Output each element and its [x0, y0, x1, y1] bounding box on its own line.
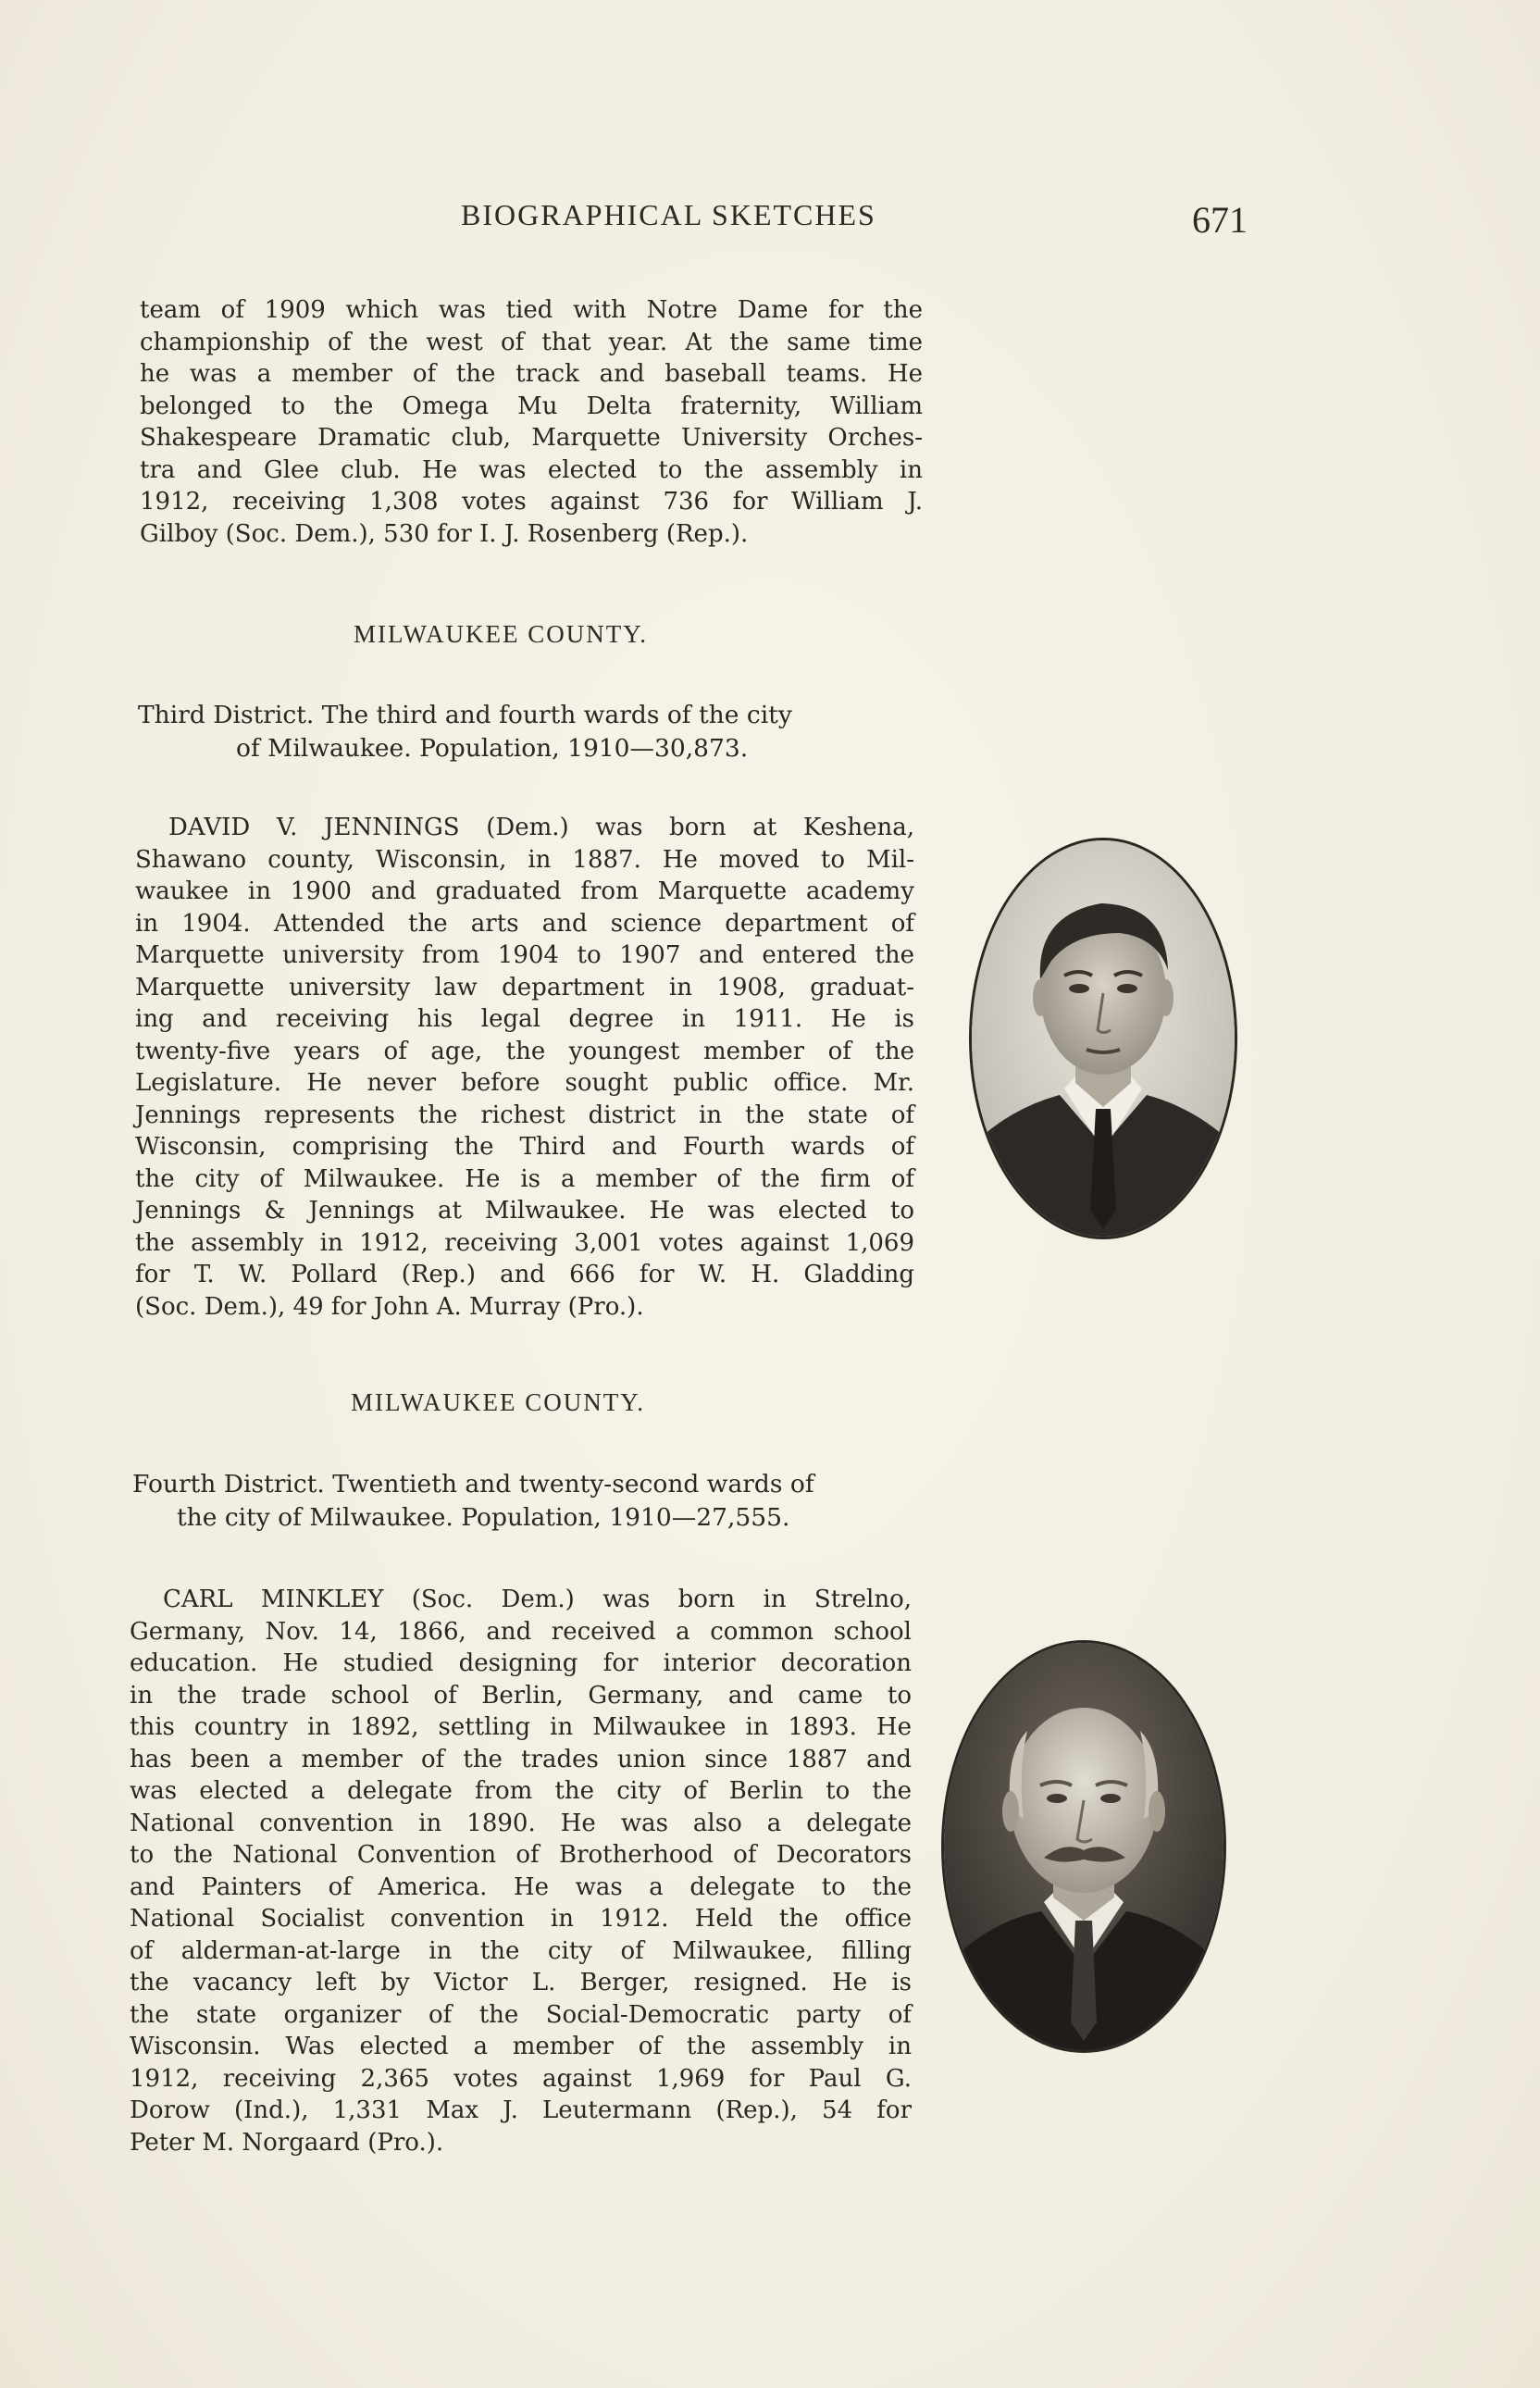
district-line: the city of Milwaukee. Population, 1910—27,555.	[177, 1503, 790, 1532]
text-line: the city of Milwaukee. He is a member of the firm of	[135, 1164, 914, 1193]
county-heading: MILWAUKEE COUNTY.	[354, 620, 648, 648]
text-line: waukee in 1900 and graduated from Marquette academy	[135, 877, 914, 905]
text-line: Shakespeare Dramatic club, Marquette University Orches-	[140, 424, 923, 452]
district-description	[138, 699, 925, 765]
text-line: Shawano county, Wisconsin, in 1887. He moved to Mil-	[135, 845, 914, 874]
biography-minkley	[130, 1584, 912, 2158]
text-line: 1912, receiving 1,308 votes against 736 for William J.	[140, 488, 923, 516]
text-line: team of 1909 which was tied with Notre Dame for the	[140, 296, 923, 324]
text-line: for T. W. Pollard (Rep.) and 666 for W. H. Gladding	[135, 1261, 914, 1288]
portrait-photo-minkley	[941, 1640, 1226, 2053]
text-line: the vacancy left by Victor L. Berger, resigned. He is	[130, 1969, 912, 1996]
county-heading: MILWAUKEE COUNTY.	[351, 1388, 645, 1416]
text-line: DAVID V. JENNINGS (Dem.) was born at Keshena,	[168, 814, 914, 841]
text-line: in 1904. Attended the arts and science department of	[135, 909, 914, 938]
running-head: BIOGRAPHICAL SKETCHES	[461, 198, 876, 231]
text-line: National convention in 1890. He was also a delegate	[130, 1809, 912, 1837]
text-line: Germany, Nov. 14, 1866, and received a common school	[130, 1617, 912, 1646]
text-line: twenty-five years of age, the youngest member of the	[135, 1037, 914, 1065]
district-line: of Milwaukee. Population, 1910—30,873.	[236, 734, 749, 763]
text-line: Gilboy (Soc. Dem.), 530 for I. J. Rosenberg (Rep.).	[140, 519, 749, 548]
page-number: 671	[1192, 199, 1248, 241]
district-line: Third District. The third and fourth wards of the city	[138, 701, 792, 729]
text-line: Jennings & Jennings at Milwaukee. He was elected to	[135, 1197, 914, 1225]
biography-jennings	[135, 812, 914, 1323]
text-line: was elected a delegate from the city of Berlin to the	[130, 1777, 912, 1805]
text-line: and Painters of America. He was a delegate to the	[130, 1872, 912, 1901]
text-line: this country in 1892, settling in Milwaukee in 1893. He	[130, 1713, 912, 1741]
text-line: education. He studied designing for interior decoration	[130, 1649, 912, 1677]
text-line: to the National Convention of Brotherhood of Decorators	[130, 1841, 912, 1869]
text-line: the assembly in 1912, receiving 3,001 votes against 1,069	[135, 1228, 914, 1257]
text-line: Marquette university from 1904 to 1907 and entered the	[135, 941, 914, 969]
portrait-photo-jennings	[969, 838, 1237, 1239]
text-line: in the trade school of Berlin, Germany, and came to	[130, 1681, 912, 1710]
text-line: tra and Glee club. He was elected to the assembly in	[140, 455, 923, 484]
text-line: Dorow (Ind.), 1,331 Max J. Leutermann (Rep.), 54 for	[130, 2096, 912, 2124]
text-line: National Socialist convention in 1912. Held the office	[130, 1905, 912, 1933]
text-line: Jennings represents the richest district in the state of	[135, 1101, 914, 1129]
text-line: Legislature. He never before sought public office. Mr.	[135, 1069, 914, 1097]
text-line: belonged to the Omega Mu Delta fraternity, William	[140, 392, 923, 420]
text-line: he was a member of the track and baseball teams. He	[140, 360, 923, 388]
text-line: Wisconsin, comprising the Third and Fourth wards of	[135, 1133, 914, 1161]
text-line: Peter M. Norgaard (Pro.).	[130, 2128, 444, 2157]
district-description	[132, 1468, 919, 1535]
text-line: CARL MINKLEY (Soc. Dem.) was born in Strelno,	[163, 1586, 912, 1613]
text-line: 1912, receiving 2,365 votes against 1,969 for Paul G.	[130, 2064, 912, 2093]
text-line: championship of the west of that year. At the same time	[140, 328, 923, 356]
text-line: Wisconsin. Was elected a member of the assembly in	[130, 2033, 912, 2060]
text-line: has been a member of the trades union since 1887 and	[130, 1745, 912, 1773]
text-line: of alderman-at-large in the city of Milwaukee, filling	[130, 1936, 912, 1965]
intro-paragraph	[140, 294, 923, 550]
text-line: (Soc. Dem.), 49 for John A. Murray (Pro.).	[135, 1292, 644, 1321]
text-line: Marquette university law department in 1908, graduat-	[135, 973, 914, 1001]
district-line: Fourth District. Twentieth and twenty-second wards of	[132, 1470, 814, 1499]
text-line: the state organizer of the Social-Democratic party of	[130, 2000, 912, 2029]
text-line: ing and receiving his legal degree in 1911. He is	[135, 1005, 914, 1033]
